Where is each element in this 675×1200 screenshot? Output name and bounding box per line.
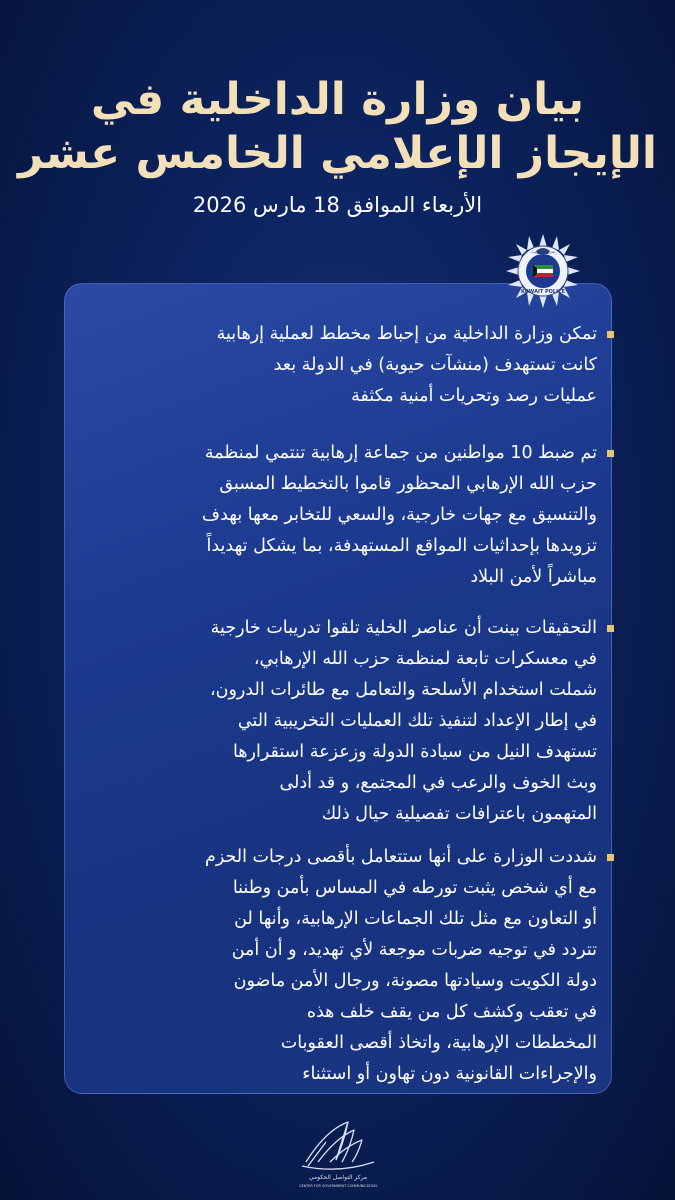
paragraph-line: دولة الكويت وسيادتها مصونة، ورجال الأمن ماضون [233, 971, 597, 991]
paragraph-line: المتهمون باعترافات تفصيلية حيال ذلك [321, 804, 597, 824]
paragraph-line: شددت الوزارة على أنها ستتعامل بأقصى درجات الحزم [205, 847, 597, 867]
paragraph-line: حزب الله الإرهابي المحظور قاموا بالتخطيط المسبق [219, 474, 597, 494]
footer-org-en: CENTER FOR GOVERNMENT COMMUNICATION [299, 1184, 377, 1188]
badge-text-en: KUWAIT POLICE [520, 289, 566, 295]
statement-paragraph-3 [92, 613, 597, 830]
paragraph-line: كانت تستهدف (منشآت حيوية) في الدولة بعد [273, 355, 597, 375]
statement-paragraph-2 [92, 438, 597, 593]
paragraph-line: مع أي شخص يثبت تورطه في المساس بأمن وطننا [232, 878, 597, 898]
paragraph-line: والتنسيق مع جهات خارجية، والسعي للتخابر معها بهدف [201, 505, 597, 525]
title-line-2: الإيجاز الإعلامي الخامس عشر [18, 128, 657, 179]
footer-org-ar: مركز التواصل الحكومي [308, 1174, 368, 1181]
statement-paragraph-4 [92, 842, 597, 1090]
statement-paragraph-1 [92, 319, 597, 412]
paragraph-line: في تعقب وكشف كل من يقف خلف هذه [306, 1002, 597, 1022]
paragraph-line: شملت استخدام الأسلحة والتعامل مع طائرات الدرون، [209, 680, 597, 700]
paragraph-line: والإجراءات القانونية دون تهاون أو استثناء [302, 1064, 597, 1084]
paragraph-line: وبث الخوف والرعب في المجتمع، و قد أدلى [279, 773, 597, 793]
paragraph-line: تم ضبط 10 مواطنين من جماعة إرهابية تنتمي لمنظمة [204, 443, 597, 463]
paragraph-line: تتردد في توجيه ضربات موجعة لأي تهديد، و أن أمن [231, 940, 597, 960]
paragraph-line: التحقيقات بينت أن عناصر الخلية تلقوا تدريبات خارجية [210, 618, 597, 638]
paragraph-line: المخططات الإرهابية، واتخاذ أقصى العقوبات [280, 1033, 597, 1053]
kuwait-police-badge-icon [505, 233, 581, 309]
paragraph-line: أو التعاون مع مثل تلك الجماعات الإرهابية، وأنها لن [234, 909, 597, 929]
badge-text-ar: شرطة الكويت [531, 249, 555, 254]
paragraph-line: تستهدف النيل من سيادة الدولة وزعزعة استقرارها [232, 742, 597, 762]
bullet-marker [607, 625, 614, 632]
bullet-marker [607, 331, 614, 338]
title-line-1: بيان وزارة الداخلية في [90, 74, 585, 125]
bullet-marker [607, 854, 614, 861]
paragraph-line: في إطار الإعداد لتنفيذ تلك العمليات التخريبية التي [237, 711, 597, 731]
paragraph-line: عمليات رصد وتحريات أمنية مكثفة [351, 386, 597, 406]
paragraph-line: في معسكرات تابعة لمنظمة حزب الله الإرهابي، [253, 649, 597, 669]
paragraph-line: تمكن وزارة الداخلية من إحباط مخطط لعملية إرهابية [216, 324, 597, 344]
paragraph-line: تزويدها بإحداثيات المواقع المستهدفة، بما يشكل تهديداً [206, 536, 597, 556]
paragraph-line: مباشراً لأمن البلاد [470, 567, 597, 587]
statement-date: الأربعاء الموافق 18 مارس 2026 [192, 193, 483, 217]
bullet-marker [607, 450, 614, 457]
government-communication-logo-icon [296, 1116, 380, 1192]
